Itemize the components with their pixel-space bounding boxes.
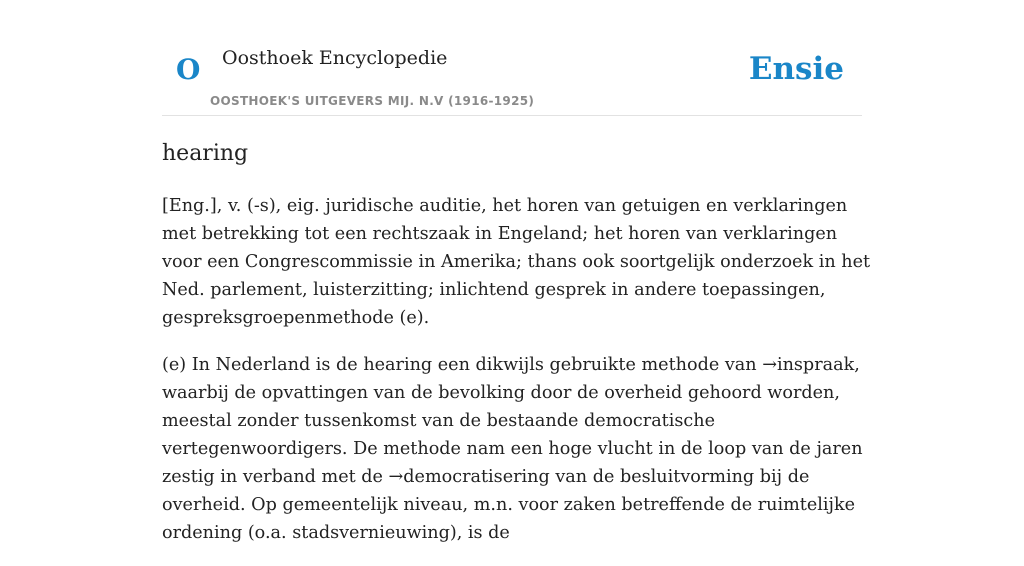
entry-title: hearing — [162, 141, 249, 166]
brand-logo-link[interactable]: Ensie — [748, 51, 844, 87]
entry-paragraph: (e) In Nederland is de hearing een dikwijls gebruikte methode van →inspraak, waarbij de opvattingen van de bevolking door de overheid gehoord worden, meestal zonder tussenkomst van de bestaande democratische vertegenwoordigers. De methode nam een hoge vlucht in de loop van de jaren zestig in verband met de →democratisering van de besluitvorming bij de overheid. Op gemeentelijk niveau, m.n. voor zaken betreffende de ruimtelijke ordening (o.a. stadsvernieuwing), is de — [162, 355, 863, 543]
source-header — [162, 30, 862, 116]
entry-paragraph: [Eng.], v. (-s), eig. juridische auditie, het horen van getuigen en verklaringen met betrekking tot een rechtszaak in Engeland; het horen van verklaringen voor een Congrescommissie in Amerika; thans ook soortgelijk onderzoek in het Ned. parlement, luisterzitting; inlichtend gesprek in andere toepassingen, gespreksgroepenmethode (e). — [162, 196, 871, 328]
source-subtitle: OOSTHOEK'S UITGEVERS MIJ. N.V (1916-1925) — [210, 94, 535, 108]
entry-body — [162, 192, 872, 566]
source-logo: O — [176, 53, 201, 86]
source-title-link[interactable]: Oosthoek Encyclopedie — [222, 47, 448, 69]
